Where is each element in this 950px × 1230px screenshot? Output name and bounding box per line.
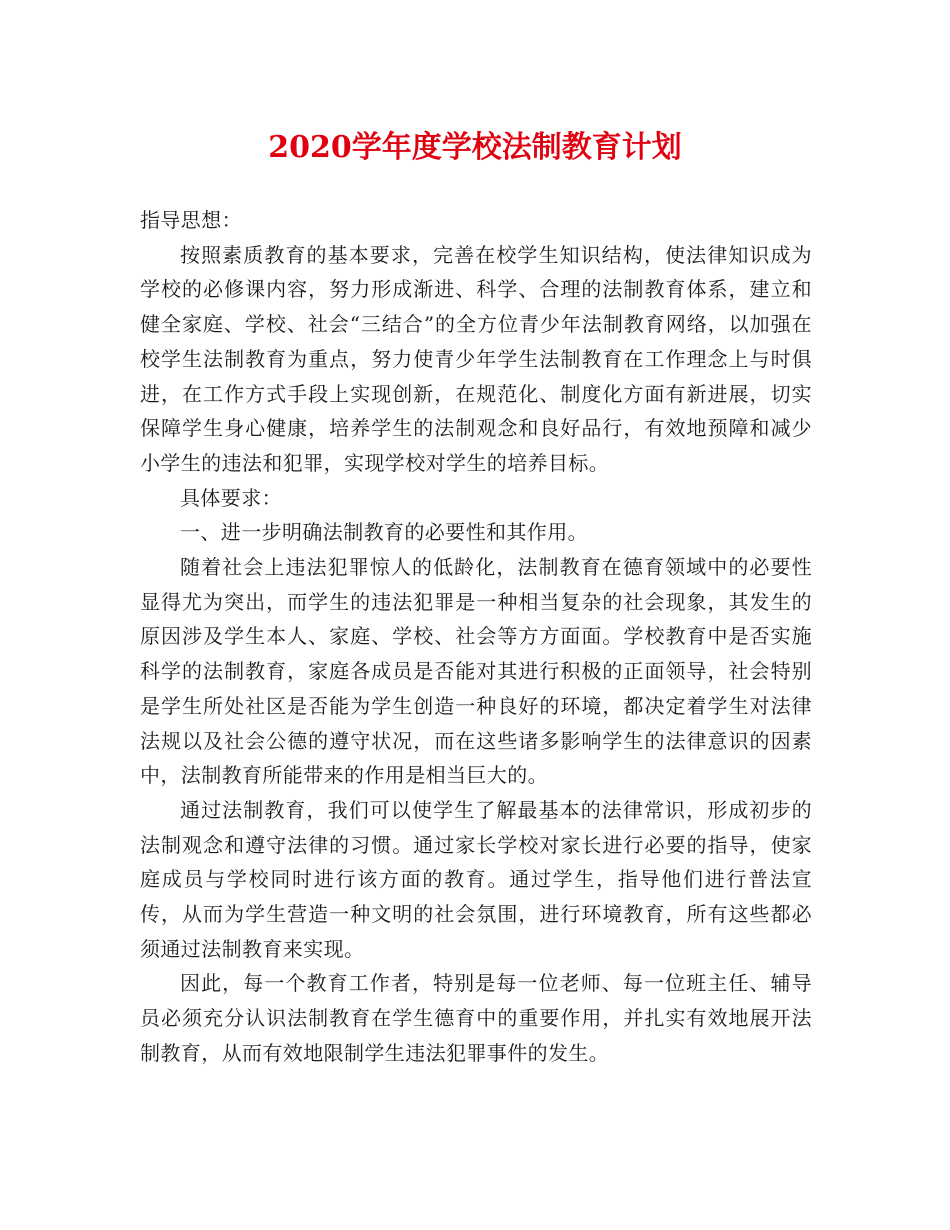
document-body [140,203,812,1071]
paragraph-conclusion: 因此，每一个教育工作者，特别是每一位老师、每一位班主任、辅导员必须充分认识法制教育在学生德育中的重要作用，并扎实有效地展开法制教育，从而有效地限制学生违法犯罪事件的发生。 [140,971,812,1065]
paragraph-necessity: 随着社会上违法犯罪惊人的低龄化，法制教育在德育领域中的必要性显得尤为突出，而学生的违法犯罪是一种相当复杂的社会现象，其发生的原因涉及学生本人、家庭、学校、社会等方方面面。学校教育中是否实施科学的法制教育，家庭各成员是否能对其进行积极的正面领导，社会特别是学生所处社区是否能为学生创造一种良好的环境，都决定着学生对法律法规以及社会公德的遵守状况，而在这些诸多影响学生的法律意识的因素中，法制教育所能带来的作用是相当巨大的。 [140,555,812,788]
section-heading-requirements: 具体要求： [180,485,282,510]
paragraph-methods: 通过法制教育，我们可以使学生了解最基本的法律常识，形成初步的法制观念和遵守法律的习惯。通过家长学校对家长进行必要的指导，使家庭成员与学校同时进行该方面的教育。通过学生，指导他们进行普法宣传，从而为学生营造一种文明的社会氛围，进行环境教育，所有这些都必须通过法制教育来实现。 [140,797,812,961]
section-heading-guiding-thought: 指导思想： [140,208,242,232]
paragraph-guiding-thought: 按照素质教育的基本要求，完善在校学生知识结构，使法律知识成为学校的必修课内容，努力形成渐进、科学、合理的法制教育体系，建立和健全家庭、学校、社会“三结合”的全方位青少年法制教育网络，以加强在校学生法制教育为重点，努力使青少年学生法制教育在工作理念上与时俱进，在工作方式手段上实现创新，在规范化、制度化方面有新进展，切实保障学生身心健康，培养学生的法制观念和良好品行，有效地预障和减少小学生的违法和犯罪，实现学校对学生的培养目标。 [140,242,812,475]
document-title: 2020学年度学校法制教育计划 [268,130,682,165]
subheading-item-one: 一、进一步明确法制教育的必要性和其作用。 [180,520,588,545]
